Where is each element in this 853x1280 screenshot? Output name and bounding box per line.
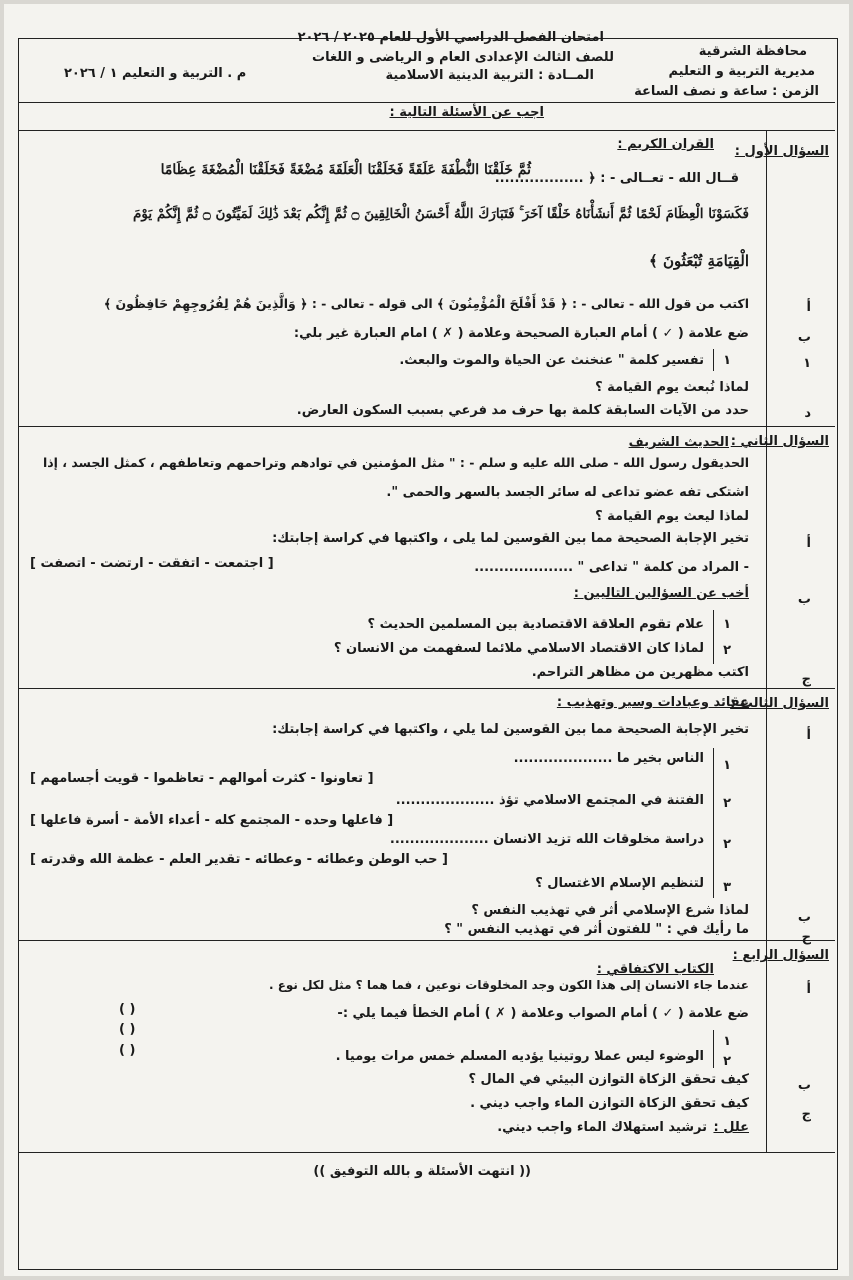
q4-j-label: ج [801,1107,811,1122]
q1-b-label: ب [797,330,811,345]
q3-i2-number: ٢ [723,796,731,811]
q3-a-text: تخير الإجابة الصحيحة مما بين القوسين لما يلي ، واكتبها في كراسة إجابتك: [272,722,749,737]
footer-divider [18,1152,835,1153]
q1-b1-text: تفسير كلمة " عنخنث عن الحياة والموت والبعث. [399,353,704,368]
q2-j-label: ج [801,672,811,687]
q1-column-rule [766,130,767,426]
q4-title: السؤال الرابع : [732,948,829,963]
q3-b-text: لماذا شرع الإسلامي أثر في تهذيب النفس ؟ [471,903,749,918]
q3-j-label: ج [801,930,811,945]
governorate: محافظة الشرقية [698,44,807,59]
q2-b-label: ب [797,592,811,607]
q3-i2-options: [ فاعلها وحده - المجتمع كله - أعداء الأمة - أسرة فاعلها ] [30,813,394,828]
q4-n1: ١ [723,1034,731,1049]
q2-b-rule [713,610,714,664]
q3-i1-number: ١ [723,758,731,773]
q4-ell-text: ترشيد استهلاك الماء واجب ديني. [497,1120,707,1135]
q1-b1-number: ١ [723,353,731,368]
q3-i3-options: [ حب الوطن وعطائه - وعطائه - تقدير العلم - عظمة الله وقدرته ] [30,852,448,867]
header-divider [18,102,835,103]
q4-column-rule [766,940,767,1152]
q4-items-rule [713,1030,714,1068]
q3-items-rule [713,748,714,898]
q2-column-rule [766,426,767,688]
q3-title: السؤال الثالث : [730,696,829,711]
q1-b-number-marker: ١ [803,356,811,371]
q2-b-text: أخب عن السؤالين التاليين : [573,586,749,601]
answer-paren-3: ( ) [119,1043,136,1058]
q2-hadith-line2: اشتكى تفه عضو تداعى له سائر الجسد بالسهر والحمى ". [386,485,749,500]
q1-intro: قــال الله - تعــالى - : ﴿ .................. [494,171,739,186]
q3-column-rule [766,688,767,940]
q2-a-label: أ [806,536,811,551]
q2-why: لماذا ليعث يوم القيامة ؟ [595,509,749,524]
exam-title: امتحان الفصل الدراسي الأول للعام ٢٠٢٥ / ٢٠٢٦ [297,30,604,45]
q2-b1-number: ١ [723,617,731,632]
q4-a-text: عندما جاء الانسان إلى هذا الكون وجد المخلوقات نوعين ، فما هما ؟ مثل لكل نوع . [268,978,749,992]
q1-verse1: ثُمَّ خَلَقْنَا النُّطْفَةَ عَلَقَةً فَخَلَقْنَا الْعَلَقَةَ مُضْغَةً فَخَلَقْنَا الْمُضْغَةَ عِظَامًا [160,162,531,178]
q1-d-label: د [804,406,811,421]
q2-b2-text: لماذا كان الاقتصاد الاسلامي ملائما لسفهمت من الانسان ؟ [333,641,704,656]
q4-b-label: ب [797,1078,811,1093]
answer-paren-2: ( ) [119,1022,136,1037]
q4-b-text: كيف تحقق الزكاة التوازن البيئي في المال ؟ [468,1072,749,1087]
q3-i1-options: [ تعاونوا - كثرت أموالهم - تعاظموا - قويت أجسامهم ] [30,771,374,786]
q1-d-text: حدد من الآيات السابقة كلمة بها حرف مد فرعي بسبب السكون العارض. [296,403,749,418]
section-divider [18,426,835,427]
q3-i4-text: لتنظيم الإسلام الاغتسال ؟ [535,876,704,891]
instructions: اجب عن الأسئلة التالية : [389,105,544,120]
q3-i2-text: الفتنة في المجتمع الاسلامي تؤذ .................... [395,793,704,808]
q1-b-text: ضع علامة ( ✓ ) أمام العبارة الصحيحة وعلامة ( ✗ ) امام العبارة غير بلي: [293,326,749,341]
q1-j-text: لماذا نُبعث يوم القيامة ؟ [595,380,749,395]
q1-a-label: أ [806,300,811,315]
section-divider [18,688,835,689]
q3-i3-number: ٢ [723,837,731,852]
directorate: مديرية التربية و التعليم [668,64,815,79]
q3-j-text: ما رأيك في : " للفتون أثر في تهذيب النفس " ؟ [444,922,749,937]
exam-sheet [4,4,849,1276]
q2-title: السؤال الثاني : [730,434,829,449]
q3-i4-number: ٣ [723,880,731,895]
section-divider [18,130,835,131]
q4-subtitle: الكتاب الاكتفاقي : [596,962,714,977]
q3-i1-text: الناس بخير ما .................... [513,751,704,766]
answer-paren-1: ( ) [119,1002,136,1017]
q4-a-label: أ [806,982,811,997]
q2-a1-options: [ اجتمعت - اتفقت - ارتضت - اتصفت ] [30,556,274,571]
exam-subject: المــادة : التربية الدينية الاسلامية [385,68,594,83]
q4-item-text: الوضوء ليس عملا روتينيا يؤديه المسلم خمس مرات يوميا . [335,1049,704,1064]
q2-b2-number: ٢ [723,643,731,658]
exam-grade: للصف الثالث الإعدادى العام و الرياضى و اللغات [312,50,614,65]
q1-verse3: الْقِيَامَةِ تُبْعَثُونَ ﴾ [649,252,749,270]
q2-b1-text: علام تقوم العلاقة الاقتصادية بين المسلمين الحديث ؟ [367,617,704,632]
q2-a-text: تخير الإجابة الصحيحة مما بين القوسين لما يلى ، واكتبها في كراسة إجابتك: [272,531,749,546]
q2-a1-text: - المراد من كلمة " تداعى " .................... [474,560,749,575]
q4-ell-label: علل : [713,1120,749,1135]
q2-hadith-line1: الحديقول رسول الله - صلى الله عليه و سلم - : " مثل المؤمنين في توادهم وتراحمهم وتعاطفهم ، كمثل الجسد ، إذا [42,455,749,470]
q4-mark-instruction: ضع علامة ( ✓ ) أمام الصواب وعلامة ( ✗ ) أمام الخطأ فيما يلي :- [337,1006,749,1021]
issuing-office: م . التربية و التعليم ١ / ٢٠٢٦ [64,66,247,81]
q3-i3-text: دراسة مخلوقات الله تزيد الانسان .................... [389,832,704,847]
q1-subtitle: القران الكريم : [617,137,714,152]
closing-note: (( انتهت الأسئلة و بالله التوفيق )) [313,1164,531,1179]
q2-j-text: اكتب مظهرين من مظاهر التراحم. [531,665,749,680]
q3-subtitle: عقائد وعبادات وسير وتهذيب : [556,695,749,710]
q1-b1-rule [713,349,714,371]
q3-b-label: ب [797,910,811,925]
section-divider [18,940,835,941]
exam-duration: الزمن : ساعة و نصف الساعة [634,84,819,99]
q1-title: السؤال الأول : [734,144,829,159]
q1-a-text: اكتب من قول الله - تعالى - : ﴿ قَدْ أَفْلَحَ الْمُؤْمِنُونَ ﴾ الى قوله - تعالى - : ﴿ وَالَّذِينَ هُمْ لِفُرُوجِهِمْ حَافِظُونَ ﴾ [103,296,749,311]
q4-j-text: كيف تحقق الزكاة التوازن الماء واجب ديني . [470,1096,749,1111]
q4-n2: ٢ [723,1054,731,1069]
q2-subtitle: الحديث الشريف [628,435,729,450]
q3-a-label: أ [806,728,811,743]
q1-verse2: فَكَسَوْنَا الْعِظَامَ لَحْمًا ثُمَّ أَنشَأْنَاهُ خَلْقًا آخَرَ ۚ فَتَبَارَكَ اللَّهُ أَحْسَنُ الْخَالِقِينَ ۝ ثُمَّ إِنَّكُم بَعْدَ ذَٰلِكَ لَمَيِّتُونَ ۝ ثُمَّ إِنَّكُمْ يَوْمَ [133,206,749,222]
